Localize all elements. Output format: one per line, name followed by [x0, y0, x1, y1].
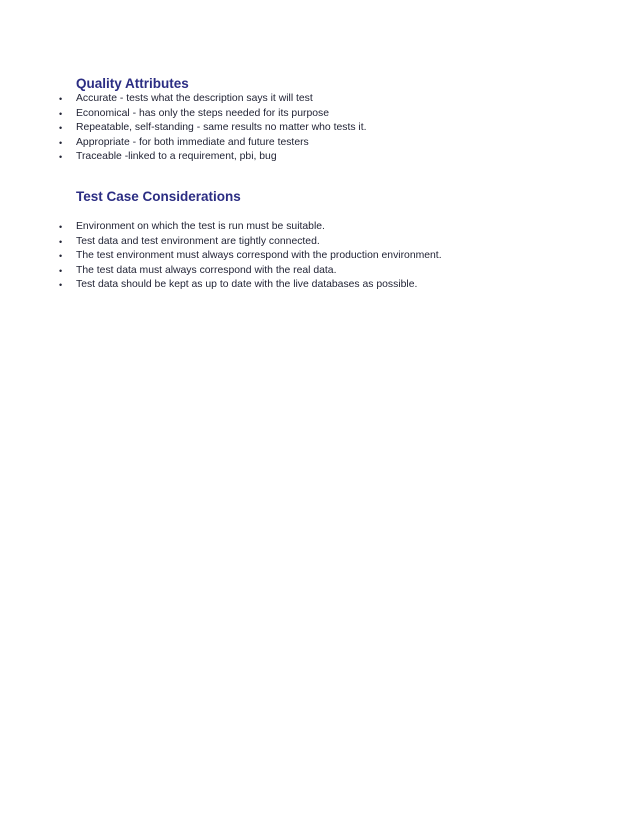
list-item-text: The test data must always correspond with the real data. [76, 264, 337, 276]
list-item-text: Appropriate - for both immediate and future testers [76, 136, 309, 148]
bullet-icon: • [59, 222, 63, 232]
bullet-icon: • [59, 108, 63, 119]
list-item-text: Economical - has only the steps needed for its purpose [76, 107, 329, 119]
bullet-icon: • [59, 280, 63, 291]
bullet-icon: • [59, 251, 63, 262]
list-item-text: Repeatable, self-standing - same results no matter who tests it. [76, 122, 367, 134]
list-item-text: Traceable -linked to a requirement, pbi, bug [76, 151, 277, 163]
section-heading-test-case-considerations: Test Case Considerations [76, 189, 241, 204]
section-heading-quality-attributes: Quality Attributes [76, 76, 189, 91]
bullet-icon: • [59, 123, 63, 134]
bullet-icon: • [59, 152, 63, 163]
bullet-icon: • [59, 94, 63, 104]
list-item-text: Environment on which the test is run must be suitable. [76, 221, 325, 232]
list-item-text: The test environment must always correspond with the production environment. [76, 250, 442, 262]
bullet-icon: • [59, 137, 63, 148]
list-item-text: Test data should be kept as up to date with the live databases as possible. [76, 279, 418, 291]
bullet-icon: • [59, 265, 63, 276]
bullet-icon: • [59, 236, 63, 247]
list-item-text: Test data and test environment are tightly connected. [76, 235, 320, 247]
list-item-text: Accurate - tests what the description says it will test [76, 93, 313, 104]
